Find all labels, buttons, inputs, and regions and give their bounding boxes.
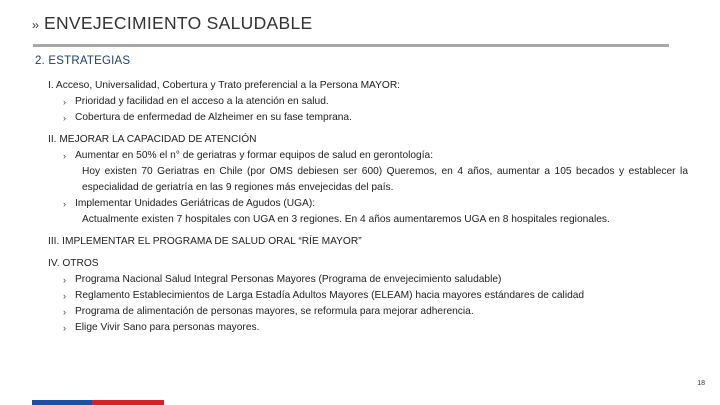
- bullet-text: Prioridad y facilidad en el acceso a la atención en salud.: [75, 96, 329, 107]
- bullet-chevron-icon: ›: [63, 307, 66, 317]
- footer-blue-stripe: [32, 400, 92, 405]
- list-item: [48, 94, 688, 110]
- footer-flag-bar: [32, 400, 164, 405]
- bullet-chevron-icon: ›: [63, 97, 66, 107]
- bullet-chevron-icon: ›: [63, 113, 66, 123]
- list-item: [48, 272, 688, 288]
- section-title: II. MEJORAR LA CAPACIDAD DE ATENCIÓN: [48, 134, 257, 145]
- bullet-text: Cobertura de enfermedad de Alzheimer en su fase temprana.: [75, 112, 352, 123]
- bullet-text: Reglamento Establecimientos de Larga Estadía Adultos Mayores (ELEAM) hacia mayores estándares de calidad: [75, 290, 585, 301]
- bullet-text: Programa Nacional Salud Integral Personas Mayores (Programa de envejecimiento saludable): [75, 274, 502, 285]
- list-item: [48, 304, 688, 320]
- section-title: IV. OTROS: [48, 258, 99, 269]
- header-divider: [33, 44, 669, 47]
- bullet-chevron-icon: ›: [63, 323, 66, 333]
- list-item: [48, 320, 688, 336]
- detail-paragraph: Actualmente existen 7 hospitales con UGA en 3 regiones. En 4 años aumentaremos UGA en 8 hospitales regionales.: [82, 214, 610, 225]
- chevron-icon: ››: [32, 18, 38, 32]
- detail-paragraph: Hoy existen 70 Geriatras en Chile (por OMS debiesen ser 600) Queremos, en 4 años, aumentar a 105 becados y establecer la especialidad de geriatría en las 9 regiones más envejecidas del país.: [82, 166, 688, 193]
- bullet-text: Aumentar en 50% el n° de geriatras y formar equipos de salud en gerontología:: [75, 150, 434, 161]
- slide-header: [32, 13, 312, 34]
- bullet-text: Implementar Unidades Geriátricas de Agudos (UGA):: [75, 198, 316, 209]
- list-item: [48, 196, 688, 212]
- section-capacidad: [48, 132, 688, 228]
- list-item: [48, 148, 688, 164]
- section-title: I. Acceso, Universalidad, Cobertura y Trato preferencial a la Persona MAYOR:: [48, 80, 401, 91]
- bullet-chevron-icon: ›: [63, 291, 66, 301]
- footer-red-stripe: [92, 400, 164, 405]
- section-otros: [48, 256, 688, 336]
- bullet-chevron-icon: ›: [63, 151, 66, 161]
- slide-title: ENVEJECIMIENTO SALUDABLE: [44, 13, 313, 33]
- bullet-text: Programa de alimentación de personas mayores, se reformula para mejorar adherencia.: [75, 306, 474, 317]
- bullet-chevron-icon: ›: [63, 275, 66, 285]
- list-item: [48, 288, 688, 304]
- section-title: III. IMPLEMENTAR EL PROGRAMA DE SALUD ORAL “RÍE MAYOR”: [48, 236, 362, 247]
- section-subtitle: 2. ESTRATEGIAS: [35, 55, 131, 67]
- section-acceso: [48, 78, 688, 126]
- slide-content: [48, 78, 688, 342]
- bullet-text: Elige Vivir Sano para personas mayores.: [75, 322, 260, 333]
- list-item: [48, 110, 688, 126]
- page-number: 18: [697, 380, 705, 387]
- bullet-chevron-icon: ›: [63, 199, 66, 209]
- section-salud-oral: [48, 234, 688, 250]
